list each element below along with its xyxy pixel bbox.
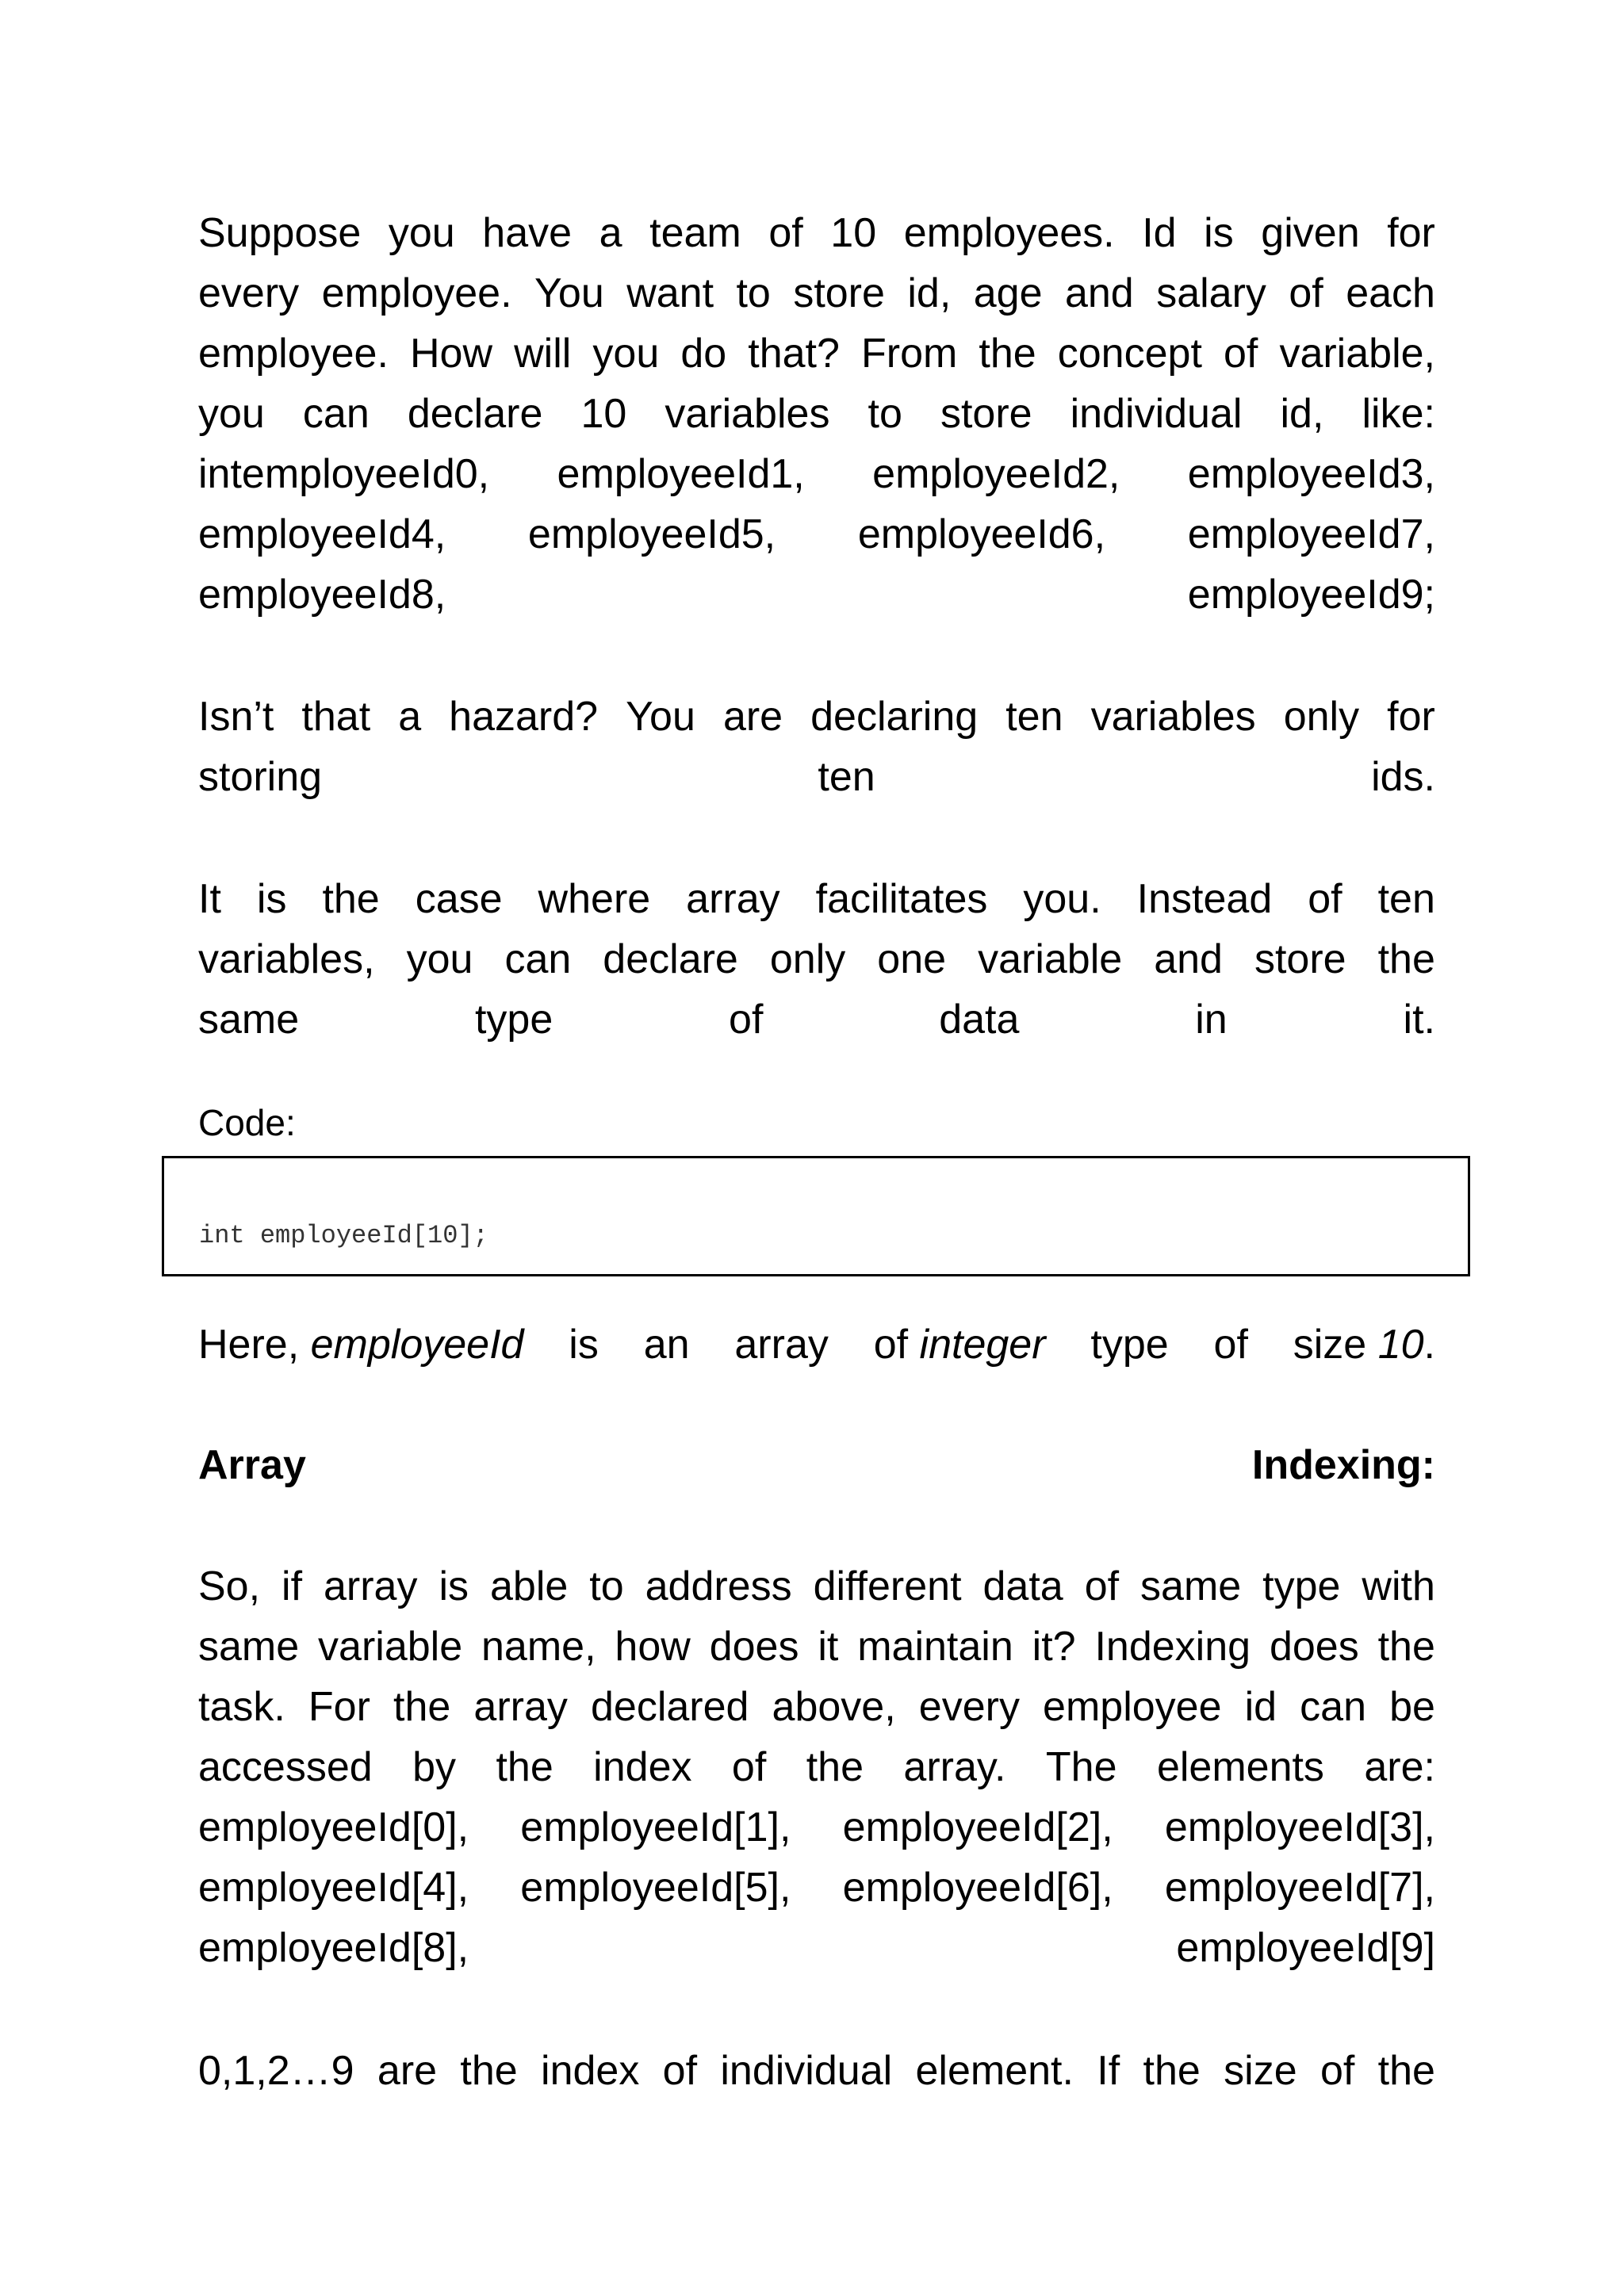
word: like: xyxy=(1362,391,1435,437)
word: want xyxy=(626,270,714,316)
word: ids. xyxy=(1371,754,1435,800)
word: individual xyxy=(1070,391,1243,437)
word: employeeId1, xyxy=(557,451,805,497)
word: array. xyxy=(903,1744,1006,1790)
word: If xyxy=(1097,2048,1120,2094)
word: the xyxy=(1377,936,1435,982)
word: array xyxy=(686,876,780,922)
word: employeeId7, xyxy=(1187,511,1435,557)
word: where xyxy=(538,876,651,922)
text-line xyxy=(198,687,1435,747)
word: employeeId[2], xyxy=(842,1804,1113,1850)
word: employeeId4, xyxy=(198,511,446,557)
paragraph-intro xyxy=(198,203,1435,625)
word: type xyxy=(474,997,553,1043)
word: each xyxy=(1346,270,1435,316)
word: You xyxy=(534,270,604,316)
word: you xyxy=(198,391,265,437)
word: store xyxy=(1254,936,1346,982)
paragraph-hazard xyxy=(198,687,1435,807)
word: above, xyxy=(772,1684,896,1730)
word: size 10. xyxy=(1293,1322,1435,1368)
text-line xyxy=(198,564,1435,625)
text-line xyxy=(198,2041,1435,2101)
word: you xyxy=(592,331,660,377)
word: you xyxy=(406,936,473,982)
word: be xyxy=(1389,1684,1435,1730)
section-heading xyxy=(198,1435,1435,1495)
word: employeeId2, xyxy=(872,451,1120,497)
word: of xyxy=(1289,270,1323,316)
word: team xyxy=(649,210,741,256)
word: that? xyxy=(748,331,840,377)
word: ten xyxy=(1005,694,1063,740)
word: the xyxy=(496,1744,553,1790)
text-line xyxy=(198,1737,1435,1797)
word: the xyxy=(460,2048,518,2094)
word: is xyxy=(439,1563,469,1609)
word: employee. xyxy=(198,331,389,377)
word: with xyxy=(1362,1563,1435,1609)
word: how xyxy=(615,1624,691,1670)
word: type xyxy=(1262,1563,1341,1609)
word: For xyxy=(308,1684,370,1730)
word: id, xyxy=(1280,391,1324,437)
word: is xyxy=(1204,210,1234,256)
heading-right: Indexing: xyxy=(1251,1442,1435,1488)
word: to xyxy=(589,1563,624,1609)
word: by xyxy=(412,1744,457,1790)
word: and xyxy=(1064,270,1134,316)
word: salary xyxy=(1156,270,1266,316)
word: maintain xyxy=(857,1624,1013,1670)
word: Here, employeeId xyxy=(198,1322,524,1368)
word: Indexing xyxy=(1094,1624,1251,1670)
word: elements xyxy=(1156,1744,1324,1790)
word: employeeId3, xyxy=(1187,451,1435,497)
word: are: xyxy=(1364,1744,1435,1790)
text-line xyxy=(198,504,1435,564)
text-line xyxy=(198,1617,1435,1677)
word: employeeId6, xyxy=(857,511,1106,557)
code-label: Code: xyxy=(198,1102,296,1143)
word: different xyxy=(813,1563,962,1609)
word: employeeId[6], xyxy=(842,1865,1113,1911)
word: can xyxy=(302,391,370,437)
word: same xyxy=(198,1624,300,1670)
text-line xyxy=(198,1556,1435,1617)
word: Isn’t xyxy=(198,694,274,740)
word: hazard? xyxy=(449,694,599,740)
word: do xyxy=(680,331,727,377)
word: ten xyxy=(1377,876,1435,922)
word: intemployeeId0, xyxy=(198,451,490,497)
text-line xyxy=(198,989,1435,1050)
word: variables xyxy=(665,391,830,437)
word: the xyxy=(322,876,380,922)
word: employeeId5, xyxy=(527,511,776,557)
word: able xyxy=(489,1563,569,1609)
word: employee. xyxy=(321,270,512,316)
word: will xyxy=(514,331,572,377)
word: array xyxy=(473,1684,568,1730)
text-line xyxy=(198,747,1435,807)
heading-left: Array xyxy=(198,1442,306,1488)
word: it? xyxy=(1032,1624,1076,1670)
text-line xyxy=(198,384,1435,444)
word: It xyxy=(198,876,221,922)
text-line xyxy=(198,263,1435,323)
word: id, xyxy=(907,270,952,316)
word: is xyxy=(256,876,287,922)
word: of xyxy=(1320,2048,1355,2094)
word: variables xyxy=(1090,694,1256,740)
heading-line xyxy=(198,1435,1435,1495)
word: every xyxy=(198,270,300,316)
word: declaring xyxy=(810,694,979,740)
word: are xyxy=(722,694,783,740)
word: Instead xyxy=(1136,876,1273,922)
word: the xyxy=(1143,2048,1201,2094)
word: variable, xyxy=(1279,331,1435,377)
word: From xyxy=(860,331,958,377)
word: of xyxy=(662,2048,698,2094)
word: and xyxy=(1154,936,1223,982)
word: are xyxy=(377,2048,438,2094)
word: How xyxy=(410,331,493,377)
word: variable xyxy=(978,936,1123,982)
word: the xyxy=(979,331,1036,377)
word: employeeId[1], xyxy=(520,1804,791,1850)
word: same xyxy=(198,997,300,1043)
word: store xyxy=(940,391,1032,437)
word: element. xyxy=(915,2048,1074,2094)
word: of xyxy=(1084,1563,1120,1609)
word: You xyxy=(626,694,695,740)
word: data xyxy=(982,1563,1063,1609)
word: 10 xyxy=(580,391,627,437)
word: the xyxy=(1377,2048,1435,2094)
word: that xyxy=(301,694,371,740)
text-line xyxy=(198,323,1435,384)
word: it xyxy=(818,1624,839,1670)
paragraph-indexing xyxy=(198,1556,1435,1978)
word: of integer xyxy=(873,1322,1046,1368)
word: to xyxy=(868,391,902,437)
word: index xyxy=(593,1744,692,1790)
word: size xyxy=(1224,2048,1297,2094)
word: Suppose xyxy=(198,210,362,256)
word: employeeId[3], xyxy=(1164,1804,1435,1850)
word: name, xyxy=(481,1624,596,1670)
word: employeeId[5], xyxy=(520,1865,791,1911)
word: the xyxy=(1377,1624,1435,1670)
word: does xyxy=(1269,1624,1359,1670)
word: array xyxy=(324,1563,418,1609)
word: of xyxy=(768,210,803,256)
word: you. xyxy=(1023,876,1101,922)
word: of xyxy=(1223,331,1258,377)
word: address xyxy=(645,1563,792,1609)
text-line xyxy=(198,1797,1435,1858)
word: employeeId9; xyxy=(1187,572,1435,618)
word: can xyxy=(1300,1684,1367,1730)
word: variable xyxy=(318,1624,463,1670)
text-line xyxy=(198,1314,1435,1375)
word: can xyxy=(504,936,572,982)
word: index xyxy=(541,2048,640,2094)
word: employeeId[0], xyxy=(198,1804,469,1850)
word: the xyxy=(806,1744,864,1790)
word: the xyxy=(393,1684,451,1730)
word: array xyxy=(734,1322,829,1368)
paragraph-index-explanation xyxy=(198,2041,1435,2101)
word: every xyxy=(918,1684,1020,1730)
word: employeeId8, xyxy=(198,572,446,618)
word: given xyxy=(1261,210,1360,256)
word: of xyxy=(731,1744,767,1790)
word: declared xyxy=(590,1684,749,1730)
word: ten xyxy=(818,754,875,800)
word: to xyxy=(736,270,771,316)
word: The xyxy=(1045,1744,1117,1790)
text-line xyxy=(198,869,1435,929)
word: accessed xyxy=(198,1744,373,1790)
word: employees. xyxy=(903,210,1115,256)
word: id xyxy=(1244,1684,1277,1730)
word: concept xyxy=(1057,331,1202,377)
word: a xyxy=(599,210,622,256)
word: type xyxy=(1090,1322,1169,1368)
word: an xyxy=(643,1322,690,1368)
word: storing xyxy=(198,754,323,800)
word: individual xyxy=(720,2048,893,2094)
word: of xyxy=(1213,1322,1248,1368)
text-line xyxy=(198,1858,1435,1918)
word: employeeId[7], xyxy=(1164,1865,1435,1911)
word: variables, xyxy=(198,936,375,982)
paragraph-here xyxy=(198,1314,1435,1375)
text-line xyxy=(198,444,1435,504)
word: a xyxy=(398,694,422,740)
word: 10 xyxy=(830,210,877,256)
code-block xyxy=(162,1156,1470,1276)
paragraph-array-facilitates xyxy=(198,869,1435,1050)
word: one xyxy=(877,936,947,982)
word: So, xyxy=(198,1563,261,1609)
code-text: int employeeId[10]; xyxy=(199,1221,488,1250)
text-line xyxy=(198,1918,1435,1978)
word: only xyxy=(769,936,846,982)
word: for xyxy=(1387,694,1435,740)
text-line xyxy=(198,203,1435,263)
word: only xyxy=(1283,694,1360,740)
word: task. xyxy=(198,1684,285,1730)
word: store xyxy=(793,270,885,316)
word: of xyxy=(1308,876,1342,922)
word: employeeId[4], xyxy=(198,1865,469,1911)
word: have xyxy=(482,210,573,256)
word: data xyxy=(939,997,1020,1043)
text-line xyxy=(198,1677,1435,1737)
word: for xyxy=(1387,210,1435,256)
word: facilitates xyxy=(815,876,988,922)
word: if xyxy=(282,1563,303,1609)
word: employeeId[9] xyxy=(1176,1925,1435,1971)
text-line xyxy=(198,929,1435,989)
word: employee xyxy=(1043,1684,1222,1730)
word: you xyxy=(388,210,455,256)
word: 0,1,2…9 xyxy=(198,2048,354,2094)
word: Id xyxy=(1142,210,1177,256)
word: does xyxy=(709,1624,799,1670)
word: age xyxy=(973,270,1043,316)
word: employeeId[8], xyxy=(198,1925,469,1971)
word: of xyxy=(729,997,764,1043)
word: declare xyxy=(603,936,738,982)
word: declare xyxy=(407,391,543,437)
word: in xyxy=(1195,997,1228,1043)
word: is xyxy=(569,1322,599,1368)
word: case xyxy=(415,876,503,922)
word: same xyxy=(1140,1563,1242,1609)
word: it. xyxy=(1403,997,1435,1043)
